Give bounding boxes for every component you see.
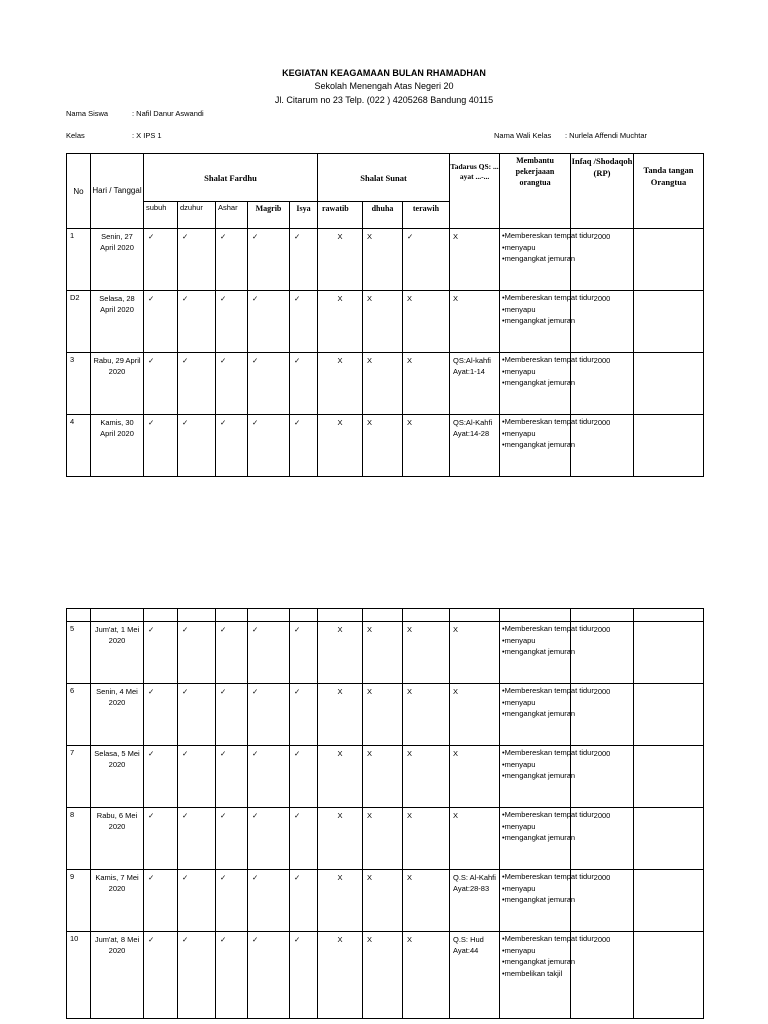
sunat-mark: X [403, 932, 450, 1019]
fardhu-mark: ✓ [144, 808, 178, 870]
sunat-mark: X [318, 415, 363, 477]
help-activities [500, 291, 594, 353]
fardhu-mark: ✓ [144, 353, 178, 415]
fardhu-mark: ✓ [216, 415, 248, 477]
fardhu-mark: ✓ [178, 229, 216, 291]
help-activities [500, 622, 594, 684]
subcol-magrib: Magrib [248, 202, 290, 229]
infaq-amount: 2000 [571, 932, 634, 1019]
sunat-mark: X [318, 291, 363, 353]
fardhu-mark: ✓ [178, 870, 216, 932]
fardhu-mark: ✓ [178, 415, 216, 477]
row-number: D2 [67, 291, 91, 353]
subcol-dhuha: dhuha [363, 202, 403, 229]
sunat-mark: X [403, 291, 450, 353]
school-name: Sekolah Menengah Atas Negeri 20 [314, 81, 454, 91]
sunat-mark: X [403, 415, 450, 477]
fardhu-mark: ✓ [144, 291, 178, 353]
fardhu-mark: ✓ [290, 291, 318, 353]
fardhu-mark: ✓ [144, 415, 178, 477]
infaq-amount: 2000 [571, 684, 634, 746]
tadarus-cell: X [450, 229, 500, 291]
signature-cell [634, 746, 704, 808]
fardhu-mark: ✓ [248, 870, 290, 932]
fardhu-mark: ✓ [216, 932, 248, 1019]
sunat-mark: ✓ [403, 229, 450, 291]
fardhu-mark: ✓ [290, 353, 318, 415]
activity-item: •menyapu [502, 242, 536, 252]
sunat-mark: X [363, 932, 403, 1019]
fardhu-mark: ✓ [216, 291, 248, 353]
activity-item: •Membereskan tempat tidur [502, 293, 594, 302]
table-row [67, 415, 704, 477]
fardhu-mark: ✓ [144, 870, 178, 932]
class-label: Kelas [66, 131, 85, 140]
fardhu-mark: ✓ [216, 746, 248, 808]
row-number: 4 [67, 415, 91, 477]
signature-cell [634, 415, 704, 477]
row-date: Selasa, 28 April 2020 [91, 291, 144, 353]
infaq-amount: 2000 [571, 291, 634, 353]
infaq-amount: 2000 [571, 870, 634, 932]
fardhu-mark: ✓ [144, 229, 178, 291]
sunat-mark: X [363, 746, 403, 808]
signature-cell [634, 870, 704, 932]
activity-item: •menyapu [502, 697, 536, 707]
activity-item: •Membereskan tempat tidur [502, 934, 594, 943]
tadarus-cell: X [450, 291, 500, 353]
fardhu-mark: ✓ [216, 684, 248, 746]
fardhu-mark: ✓ [248, 415, 290, 477]
signature-cell [634, 932, 704, 1019]
activity-item: •menyapu [502, 304, 536, 314]
subcol-isya: Isya [290, 202, 318, 229]
row-date: Jum'at, 8 Mei 2020 [91, 932, 144, 1019]
sunat-mark: X [318, 684, 363, 746]
teacher-label: Nama Wali Kelas [494, 131, 552, 140]
student-name-label: Nama Siswa [66, 109, 109, 118]
signature-cell [634, 353, 704, 415]
activity-item: •mengangkat jemuran [502, 316, 576, 325]
sunat-mark: X [403, 808, 450, 870]
sunat-mark: X [363, 229, 403, 291]
signature-cell [634, 229, 704, 291]
subcol-dzuhur: dzuhur [178, 202, 216, 229]
activity-item: •menyapu [502, 428, 536, 438]
fardhu-mark: ✓ [178, 684, 216, 746]
tadarus-cell: QS:Al-Kahfi Ayat:14-28 [450, 415, 500, 477]
sunat-mark: X [318, 353, 363, 415]
signature-cell [634, 291, 704, 353]
row-date: Rabu, 29 April 2020 [91, 353, 144, 415]
activity-item: •mengangkat jemuran [502, 895, 576, 904]
school-address: Jl. Citarum no 23 Telp. (022 ) 4205268 Bandung 40115 [274, 95, 494, 105]
infaq-amount: 2000 [571, 353, 634, 415]
table-row [67, 808, 704, 870]
fardhu-mark: ✓ [290, 229, 318, 291]
fardhu-mark: ✓ [290, 415, 318, 477]
sunat-mark: X [403, 684, 450, 746]
row-number: 7 [67, 746, 91, 808]
tadarus-cell: X [450, 684, 500, 746]
sunat-mark: X [363, 353, 403, 415]
row-date: Selasa, 5 Mei 2020 [91, 746, 144, 808]
sunat-mark: X [318, 622, 363, 684]
fardhu-mark: ✓ [178, 932, 216, 1019]
table-row [67, 870, 704, 932]
activity-item: •menyapu [502, 821, 536, 831]
fardhu-mark: ✓ [290, 870, 318, 932]
activity-item: •mengangkat jemuran [502, 957, 576, 966]
table-row [67, 229, 704, 291]
fardhu-mark: ✓ [248, 808, 290, 870]
teacher-value: : Nurlela Affendi Muchtar [565, 131, 647, 140]
sunat-mark: X [403, 746, 450, 808]
row-number: 6 [67, 684, 91, 746]
fardhu-mark: ✓ [178, 808, 216, 870]
fardhu-mark: ✓ [178, 353, 216, 415]
infaq-amount: 2000 [571, 622, 634, 684]
activity-table-page2 [66, 608, 704, 1019]
fardhu-mark: ✓ [248, 746, 290, 808]
tadarus-cell: X [450, 808, 500, 870]
table-row [67, 932, 704, 1019]
fardhu-mark: ✓ [248, 932, 290, 1019]
fardhu-mark: ✓ [144, 932, 178, 1019]
fardhu-mark: ✓ [178, 622, 216, 684]
fardhu-mark: ✓ [144, 746, 178, 808]
help-activities [500, 808, 594, 870]
tadarus-cell: QS:Al-kahfi Ayat:1-14 [450, 353, 500, 415]
row-date: Kamis, 7 Mei 2020 [91, 870, 144, 932]
sunat-mark: X [403, 870, 450, 932]
row-number: 3 [67, 353, 91, 415]
fardhu-mark: ✓ [248, 353, 290, 415]
activity-item: •Membereskan tempat tidur [502, 810, 594, 819]
fardhu-mark: ✓ [248, 684, 290, 746]
row-number: 8 [67, 808, 91, 870]
help-activities [500, 870, 594, 932]
fardhu-mark: ✓ [290, 932, 318, 1019]
signature-cell [634, 622, 704, 684]
fardhu-mark: ✓ [216, 229, 248, 291]
sunat-mark: X [318, 932, 363, 1019]
column-infaq: Infaq /Shodaqoh (RP) [571, 154, 634, 229]
row-number: 5 [67, 622, 91, 684]
fardhu-mark: ✓ [178, 746, 216, 808]
sunat-mark: X [363, 415, 403, 477]
fardhu-mark: ✓ [248, 291, 290, 353]
row-date: Rabu, 6 Mei 2020 [91, 808, 144, 870]
help-activities [500, 932, 594, 1019]
help-activities [500, 746, 594, 808]
activity-item: •Membereskan tempat tidur [502, 686, 594, 695]
activity-item: •Membereskan tempat tidur [502, 624, 594, 633]
tadarus-cell: X [450, 746, 500, 808]
activity-item: •menyapu [502, 366, 536, 376]
row-date: Senin, 27 April 2020 [91, 229, 144, 291]
fardhu-mark: ✓ [290, 808, 318, 870]
row-date: Senin, 4 Mei 2020 [91, 684, 144, 746]
sunat-mark: X [363, 808, 403, 870]
column-no: No [67, 154, 91, 229]
help-activities [500, 229, 594, 291]
sunat-mark: X [318, 870, 363, 932]
tadarus-cell: Q.S: Hud Ayat:44 [450, 932, 500, 1019]
infaq-amount: 2000 [571, 415, 634, 477]
column-signature: Tanda tangan Orangtua [634, 154, 704, 229]
signature-cell [634, 684, 704, 746]
activity-item: •mengangkat jemuran [502, 378, 576, 387]
activity-item: •membelikan takjil [502, 968, 563, 978]
activity-table-page1 [66, 153, 704, 477]
sunat-mark: X [318, 229, 363, 291]
sunat-mark: X [363, 622, 403, 684]
sunat-mark: X [363, 291, 403, 353]
subcol-terawih: terawih [403, 202, 450, 229]
tadarus-cell: Q.S: Al-Kahfi Ayat:28-83 [450, 870, 500, 932]
activity-item: •menyapu [502, 759, 536, 769]
subcol-ashar: Ashar [216, 202, 248, 229]
fardhu-mark: ✓ [248, 229, 290, 291]
table-row [67, 746, 704, 808]
sunat-mark: X [363, 870, 403, 932]
activity-item: •Membereskan tempat tidur [502, 872, 594, 881]
infaq-amount: 2000 [571, 808, 634, 870]
column-help-parents: Membantu pekerjaaan orangtua [500, 154, 571, 229]
table-row [67, 684, 704, 746]
row-date: Kamis, 30 April 2020 [91, 415, 144, 477]
column-shalat-fardhu: Shalat Fardhu [144, 154, 318, 202]
fardhu-mark: ✓ [216, 870, 248, 932]
column-day: Hari / Tanggal [91, 154, 144, 229]
help-activities [500, 684, 594, 746]
activity-item: •mengangkat jemuran [502, 254, 576, 263]
table-row [67, 622, 704, 684]
subcol-rawatib: rawatib [318, 202, 363, 229]
row-date: Jum'at, 1 Mei 2020 [91, 622, 144, 684]
activity-item: •Membereskan tempat tidur [502, 355, 594, 364]
activity-item: •mengangkat jemuran [502, 647, 576, 656]
fardhu-mark: ✓ [144, 622, 178, 684]
activity-item: •mengangkat jemuran [502, 440, 576, 449]
activity-item: •Membereskan tempat tidur [502, 231, 594, 240]
activity-item: •mengangkat jemuran [502, 833, 576, 842]
activity-item: •menyapu [502, 945, 536, 955]
fardhu-mark: ✓ [216, 622, 248, 684]
infaq-amount: 2000 [571, 746, 634, 808]
column-shalat-sunat: Shalat Sunat [318, 154, 450, 202]
infaq-amount: 2000 [571, 229, 634, 291]
empty-header-row [67, 609, 704, 622]
activity-item: •menyapu [502, 883, 536, 893]
row-number: 10 [67, 932, 91, 1019]
row-number: 1 [67, 229, 91, 291]
fardhu-mark: ✓ [290, 746, 318, 808]
fardhu-mark: ✓ [144, 684, 178, 746]
help-activities [500, 353, 594, 415]
student-name-value: : Nafil Danur Aswandi [132, 109, 204, 118]
fardhu-mark: ✓ [248, 622, 290, 684]
help-activities [500, 415, 594, 477]
activity-item: •Membereskan tempat tidur [502, 417, 594, 426]
column-tadarus: Tadarus QS: ... ayat ...-... [450, 154, 500, 229]
tadarus-cell: X [450, 622, 500, 684]
fardhu-mark: ✓ [290, 622, 318, 684]
sunat-mark: X [403, 353, 450, 415]
signature-cell [634, 808, 704, 870]
class-value: : X IPS 1 [132, 131, 162, 140]
row-number: 9 [67, 870, 91, 932]
sunat-mark: X [318, 808, 363, 870]
sunat-mark: X [403, 622, 450, 684]
table-row [67, 353, 704, 415]
sunat-mark: X [318, 746, 363, 808]
document-title: KEGIATAN KEAGAMAAN BULAN RHAMADHAN [282, 68, 486, 78]
activity-item: •mengangkat jemuran [502, 709, 576, 718]
sunat-mark: X [363, 684, 403, 746]
fardhu-mark: ✓ [216, 353, 248, 415]
subcol-subuh: subuh [144, 202, 178, 229]
fardhu-mark: ✓ [178, 291, 216, 353]
activity-item: •Membereskan tempat tidur [502, 748, 594, 757]
fardhu-mark: ✓ [290, 684, 318, 746]
fardhu-mark: ✓ [216, 808, 248, 870]
activity-item: •mengangkat jemuran [502, 771, 576, 780]
table-row [67, 291, 704, 353]
activity-item: •menyapu [502, 635, 536, 645]
